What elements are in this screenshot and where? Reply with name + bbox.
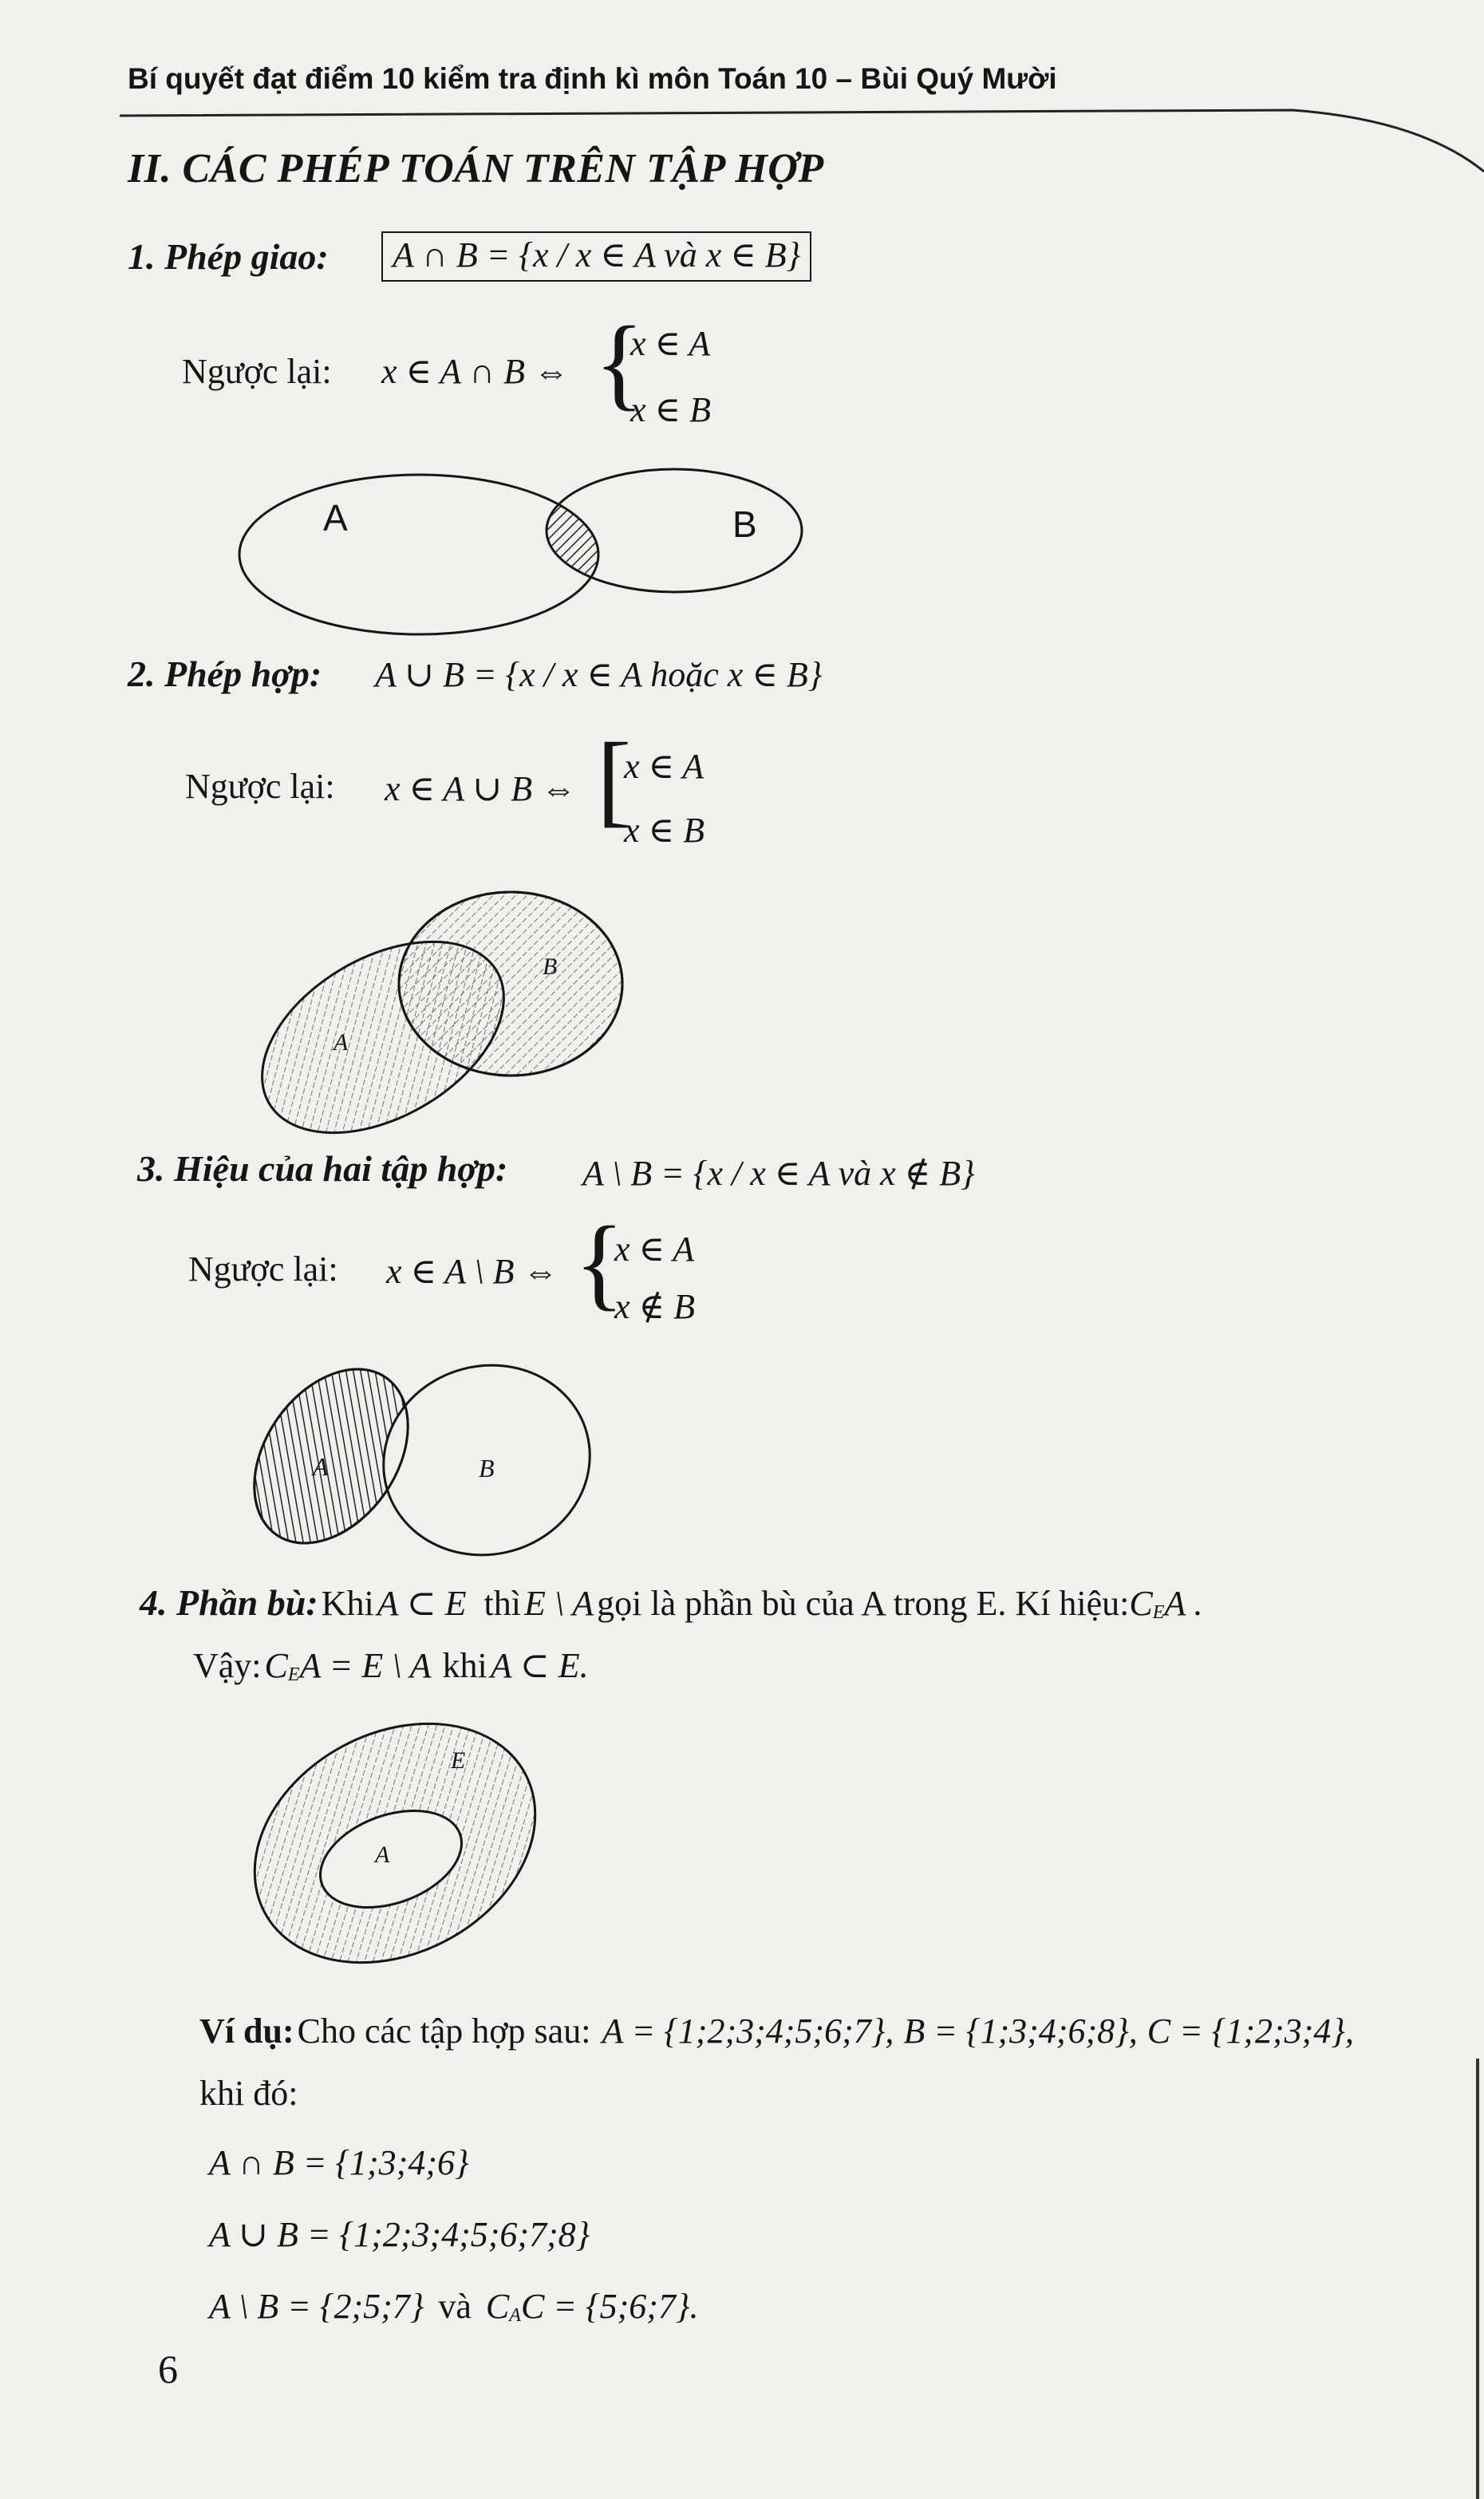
complement-line-2 xyxy=(193,1645,589,1686)
complement-symbol-sub: E xyxy=(1152,1602,1165,1624)
union-definition: A ∪ B = {x / x ∈ A hoặc x ∈ B} xyxy=(375,655,823,694)
complement-text-khi: Khi xyxy=(321,1584,374,1623)
example-result-difference: A \ B = {2;5;7} xyxy=(209,2287,424,2326)
example-result-complement: C = {5;6;7}. xyxy=(520,2287,699,2326)
venn-union xyxy=(229,892,622,1172)
venn-complement xyxy=(213,1676,577,2009)
union-cond-2: x ∈ B xyxy=(624,811,705,850)
difference-cond-1: x ∈ A xyxy=(614,1230,695,1269)
complement-text-thi: thì xyxy=(483,1584,521,1623)
complement-heading: 4. Phần bù: xyxy=(140,1582,318,1623)
example-line-1 xyxy=(199,2011,1354,2051)
venn-union-label-b: B xyxy=(543,953,558,980)
example-text-va: và xyxy=(438,2287,472,2326)
union-heading: 2. Phép hợp: xyxy=(128,653,322,694)
venn-difference-label-a: A xyxy=(313,1452,329,1481)
difference-converse-lhs: x ∈ A \ B ⇔ xyxy=(386,1252,558,1291)
venn-intersection-label-a: A xyxy=(323,497,348,539)
example-set-a: A = {1;2;3;4;5;6;7}, xyxy=(602,2011,894,2051)
page-number: 6 xyxy=(158,2347,178,2391)
intersection-converse-lhs: x ∈ A ∩ B ⇔ xyxy=(381,352,570,391)
example-set-b: B = {1;3;4;6;8}, xyxy=(903,2011,1138,2051)
example-set-c: C = {1;2;3;4}, xyxy=(1147,2011,1354,2051)
complement-symbol-arg: A . xyxy=(1164,1584,1203,1623)
venn-difference-label-b: B xyxy=(479,1454,495,1482)
complement-symbol: C xyxy=(1129,1584,1153,1623)
example-result-intersection: A ∩ B = {1;3;4;6} xyxy=(209,2143,469,2182)
complement-condition: A ⊂ E. xyxy=(490,1646,589,1685)
difference-heading: 3. Hiệu của hai tập hợp: xyxy=(137,1148,508,1189)
difference-cond-2: x ∉ B xyxy=(614,1287,695,1326)
venn-intersection xyxy=(239,469,802,634)
difference-brace: { xyxy=(574,1206,625,1321)
complement-subset: A ⊂ E xyxy=(377,1584,467,1623)
running-header: Bí quyết đạt điểm 10 kiểm tra định kì môn Toán 10 – Bùi Quý Mười xyxy=(128,62,1057,95)
complement-text-khi-2: khi xyxy=(442,1646,487,1685)
difference-definition: A \ B = {x / x ∈ A và x ∉ B} xyxy=(582,1154,975,1193)
complement-e-minus-a: E \ A xyxy=(523,1584,594,1623)
intersection-brace: { xyxy=(594,306,645,420)
example-result-union: A ∪ B = {1;2;3;4;5;6;7;8} xyxy=(209,2215,590,2254)
union-cond-1: x ∈ A xyxy=(624,747,705,786)
intersection-converse-label: Ngược lại: xyxy=(182,352,332,391)
venn-intersection-label-b: B xyxy=(732,503,757,545)
example-result-3 xyxy=(209,2286,698,2327)
union-converse-label: Ngược lại: xyxy=(185,767,335,806)
venn-difference xyxy=(223,1340,611,1578)
venn-union-label-a: A xyxy=(334,1029,349,1056)
complement-line-1 xyxy=(140,1581,1202,1624)
example-intro: Cho các tập hợp sau: xyxy=(297,2011,591,2051)
intersection-cond-2: x ∈ B xyxy=(630,390,711,429)
venn-complement-label-a: A xyxy=(375,1842,390,1868)
example-complement-symbol: C xyxy=(485,2287,510,2326)
complement-text-vay: Vậy: xyxy=(193,1646,262,1685)
example-label: Ví dụ: xyxy=(199,2011,294,2051)
intersection-cond-1: x ∈ A xyxy=(630,324,711,363)
difference-converse-label: Ngược lại: xyxy=(188,1250,338,1289)
example-then: khi đó: xyxy=(199,2074,298,2113)
complement-formula-symbol: C xyxy=(264,1646,288,1685)
complement-formula: A = E \ A xyxy=(299,1646,432,1685)
union-converse-lhs: x ∈ A ∪ B ⇔ xyxy=(385,769,577,808)
section-title: II. CÁC PHÉP TOÁN TRÊN TẬP HỢP xyxy=(128,146,824,191)
example-complement-sub: A xyxy=(509,2305,521,2327)
union-bracket: [ xyxy=(597,722,632,837)
complement-description: gọi là phần bù của A trong E. Kí hiệu: xyxy=(597,1584,1130,1623)
venn-complement-label-e: E xyxy=(451,1747,466,1774)
intersection-heading: 1. Phép giao: xyxy=(128,236,329,277)
intersection-definition: A ∩ B = {x / x ∈ A và x ∈ B} xyxy=(381,231,811,282)
complement-formula-sub: E xyxy=(287,1664,300,1686)
